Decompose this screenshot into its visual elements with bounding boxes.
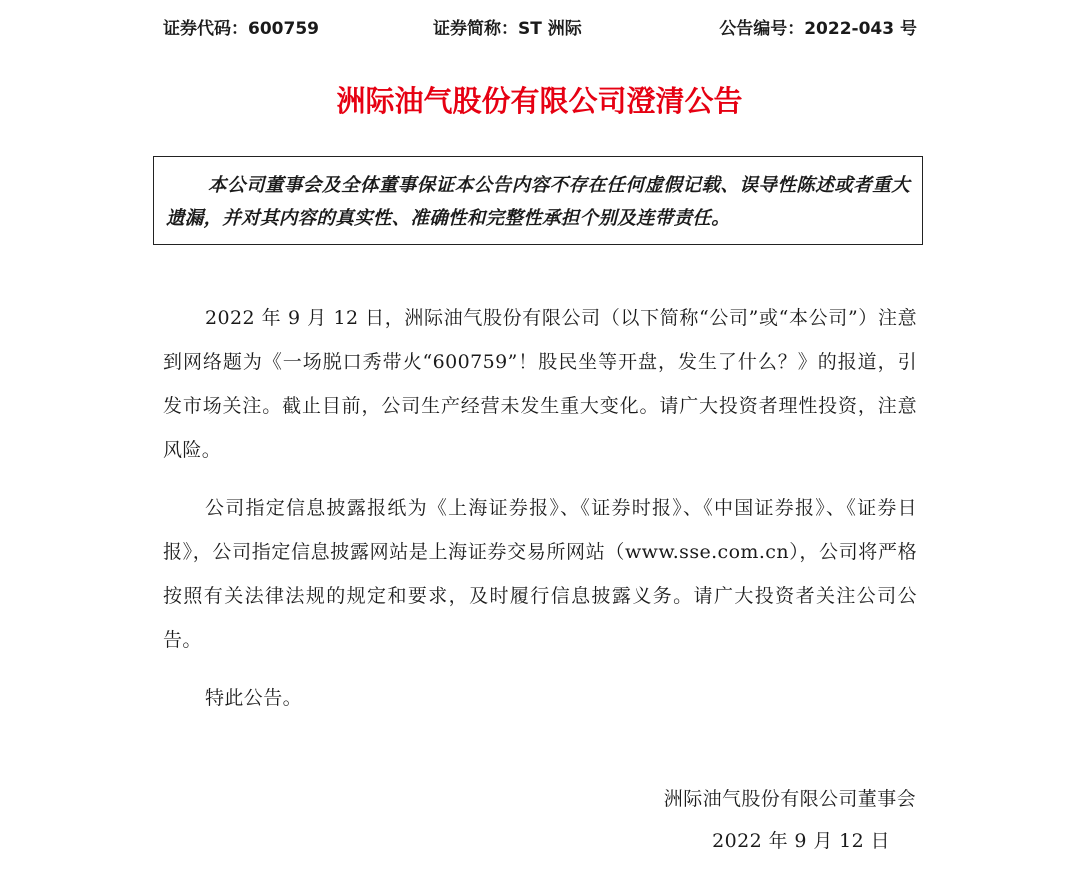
stock-abbreviation: 证券简称：ST 洲际	[433, 19, 582, 39]
disclaimer-box: 本公司董事会及全体董事保证本公告内容不存在任何虚假记载、误导性陈述或者重大遗漏，并对其内容的真实性、准确性和完整性承担个别及连带责任。	[153, 156, 923, 245]
signature-date: 2022 年 9 月 12 日	[712, 830, 890, 852]
signature-company: 洲际油气股份有限公司董事会	[663, 788, 916, 810]
stock-code: 证券代码：600759	[163, 19, 319, 39]
page-title: 洲际油气股份有限公司澄清公告	[336, 84, 743, 118]
paragraph-clarification: 2022 年 9 月 12 日，洲际油气股份有限公司（以下简称“公司”或“本公司”）注意到网络题为《一场脱口秀带火“600759”！股民坐等开盘，发生了什么？》的报道，引发市场关注。截止目前，公司生产经营未发生重大变化。请广大投资者理性投资，注意风险。	[163, 307, 917, 461]
notice-number: 公告编号：2022-043 号	[719, 19, 917, 39]
signature-block	[664, 778, 916, 862]
paragraph-disclosure-channels: 公司指定信息披露报纸为《上海证券报》、《证券时报》、《中国证券报》、《证券日报》，公司指定信息披露网站是上海证券交易所网站（www.sse.com.cn），公司将严格按照有关法律法规的规定和要求，及时履行信息披露义务。请广大投资者关注公司公告。	[163, 497, 917, 651]
paragraph-closing: 特此公告。	[205, 687, 303, 709]
header-row	[163, 14, 917, 44]
announcement-body	[163, 296, 917, 720]
